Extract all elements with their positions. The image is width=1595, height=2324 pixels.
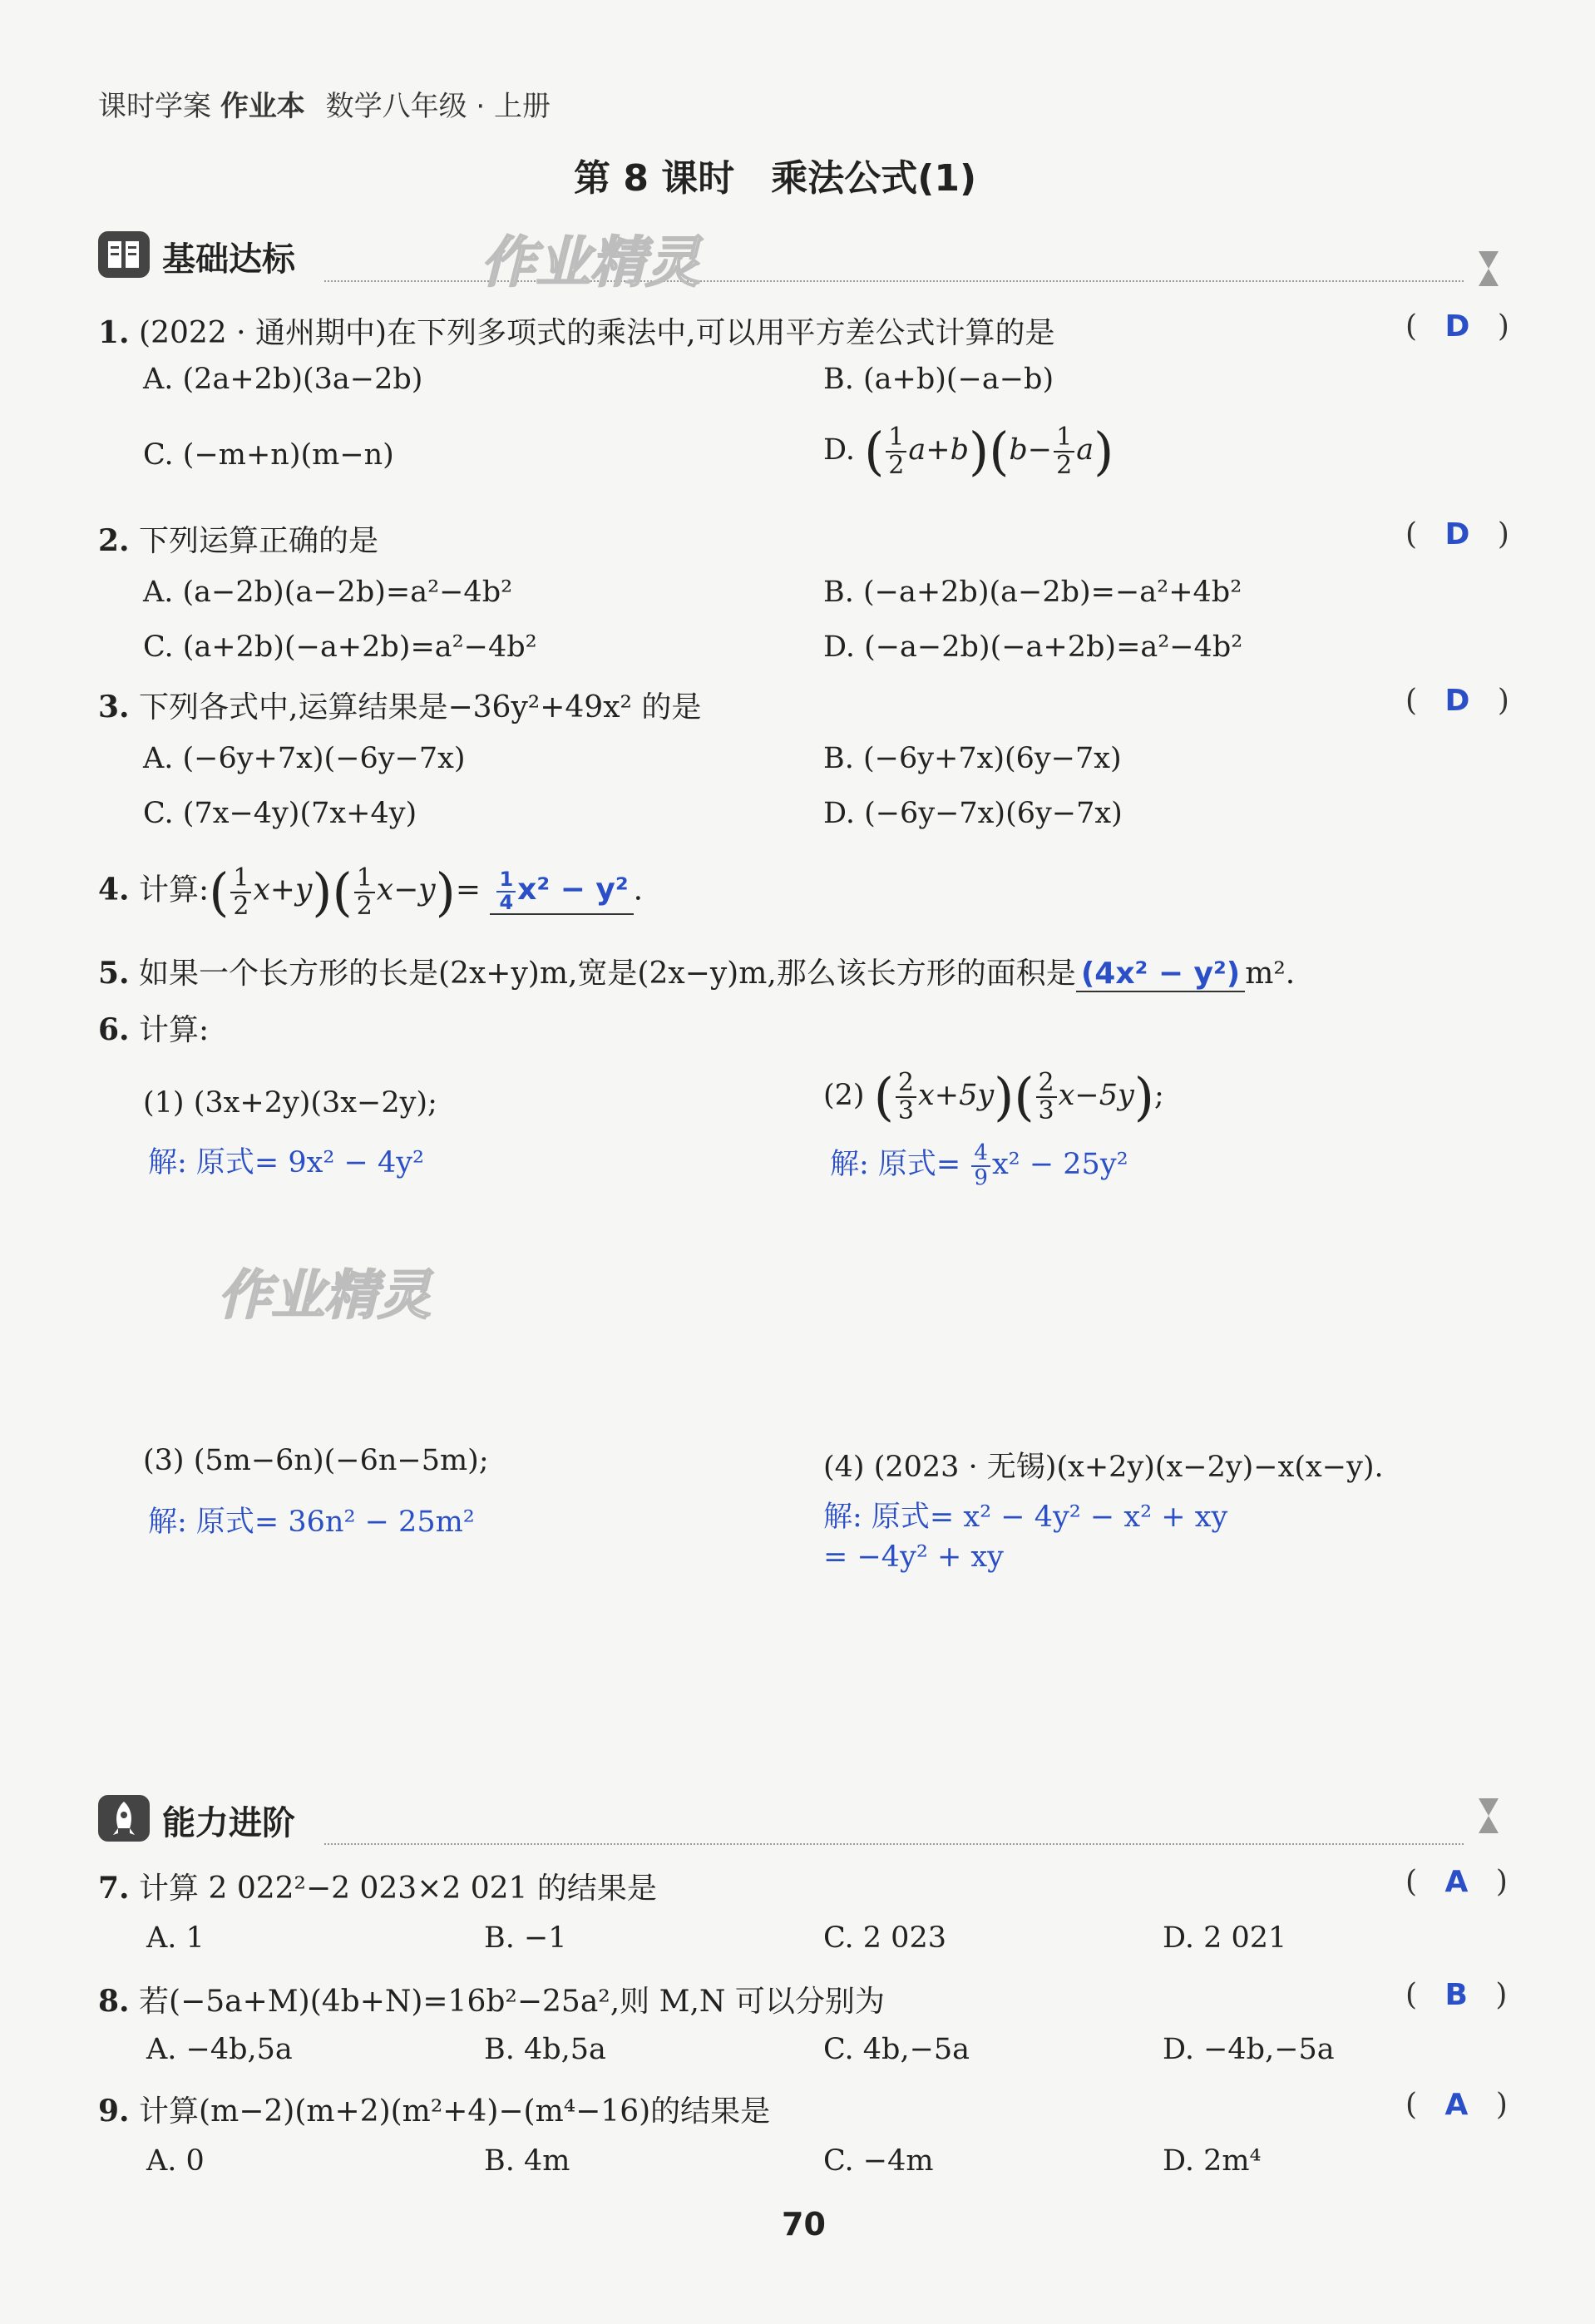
q6-solution-4-line1: 解: 原式= x² − 4y² − x² + xy <box>823 1501 1228 1534</box>
section-title-basic: 基础达标 <box>162 240 295 279</box>
q6-part-2: (2) ( $\frac{2}{3}$ x+5y)( $\frac{2}{3}$ x−5y); <box>823 1066 1164 1127</box>
question-3-stem: 3. 下列各式中,运算结果是−36y²+49x² 的是 <box>98 690 702 724</box>
answer-bracket-3: ( D ) <box>1405 684 1509 718</box>
q6-solution-2: 解: 原式= $\frac{4}{9}$ x² − 25y² <box>830 1140 1128 1190</box>
q1-option-a: A. (2a+2b)(3a−2b) <box>143 363 423 396</box>
watermark: 作业精灵 <box>218 1265 431 1327</box>
question-4: 4. 计算:( $\frac{1}{2}$ x+y)( $\frac{1}{2}$ x−y)= $\frac{1}{4}$ x² − y² . <box>98 862 644 922</box>
section-divider <box>324 1843 1464 1845</box>
answer-8: B <box>1444 1978 1468 2012</box>
q9-option-a: A. 0 <box>146 2144 205 2178</box>
q6-solution-4-line2: = −4y² + xy <box>823 1540 1004 1574</box>
question-7-stem: 7. 计算 2 022²−2 023×2 021 的结果是 <box>98 1871 657 1906</box>
q7-option-c: C. 2 023 <box>823 1921 946 1955</box>
rocket-icon <box>98 1795 150 1842</box>
hourglass-icon <box>1474 250 1504 291</box>
q2-option-b: B. (−a+2b)(a−2b)=−a²+4b² <box>823 576 1242 609</box>
q2-option-d: D. (−a−2b)(−a+2b)=a²−4b² <box>823 630 1243 664</box>
answer-3: D <box>1444 684 1470 718</box>
q8-option-a: A. −4b,5a <box>146 2033 293 2066</box>
question-9-stem: 9. 计算(m−2)(m+2)(m²+4)−(m⁴−16)的结果是 <box>98 2094 771 2129</box>
q7-option-d: D. 2 021 <box>1163 1921 1287 1955</box>
answer-bracket-7: ( A ) <box>1405 1865 1508 1899</box>
q1-option-d: D. ( $\frac{1}{2}$ a+b)(b− $\frac{1}{2}$ a) <box>823 421 1114 482</box>
q6-part-4: (4) (2023 · 无锡)(x+2y)(x−2y)−x(x−y). <box>823 1451 1384 1484</box>
q8-option-b: B. 4b,5a <box>484 2033 606 2066</box>
q8-option-d: D. −4b,−5a <box>1163 2033 1335 2066</box>
q1-option-b: B. (a+b)(−a−b) <box>823 363 1054 396</box>
q9-option-c: C. −4m <box>823 2144 934 2178</box>
answer-7: A <box>1444 1865 1469 1899</box>
q6-part-3: (3) (5m−6n)(−6n−5m); <box>143 1444 489 1477</box>
q7-option-a: A. 1 <box>146 1921 205 1955</box>
q8-option-c: C. 4b,−5a <box>823 2033 970 2066</box>
q3-option-d: D. (−6y−7x)(6y−7x) <box>823 797 1123 830</box>
q3-option-c: C. (7x−4y)(7x+4y) <box>143 797 417 830</box>
q7-option-b: B. −1 <box>484 1921 567 1955</box>
hourglass-icon <box>1474 1797 1504 1838</box>
section-title-advanced: 能力进阶 <box>162 1804 295 1842</box>
q3-option-b: B. (−6y+7x)(6y−7x) <box>823 742 1122 775</box>
q2-option-a: A. (a−2b)(a−2b)=a²−4b² <box>143 576 513 609</box>
q6-solution-3: 解: 原式= 36n² − 25m² <box>148 1506 475 1539</box>
brand-name: 课时学案 <box>98 90 211 123</box>
question-6-label: 6. 计算: <box>98 1012 210 1047</box>
q6-solution-1: 解: 原式= 9x² − 4y² <box>148 1146 425 1179</box>
page-header <box>98 83 551 124</box>
subject-label: 数学八年级 · 上册 <box>325 90 551 123</box>
q9-option-b: B. 4m <box>484 2144 570 2178</box>
answer-1: D <box>1444 309 1470 344</box>
q3-option-a: A. (−6y+7x)(−6y−7x) <box>143 742 466 775</box>
brand-name-bold: 作业本 <box>220 90 305 123</box>
question-1-stem: 1. (2022 · 通州期中)在下列多项式的乘法中,可以用平方差公式计算的是 <box>98 315 1055 350</box>
question-5: 5. 如果一个长方形的长是(2x+y)m,宽是(2x−y)m,那么该长方形的面积是 (4x² − y²) m². <box>98 956 1296 991</box>
answer-4: $\frac{1}{4}$ x² − y² <box>490 869 633 914</box>
question-8-stem: 8. 若(−5a+M)(4b+N)=16b²−25a²,则 M,N 可以分别为 <box>98 1984 885 2019</box>
q9-option-d: D. 2m⁴ <box>1163 2144 1262 2178</box>
q2-option-c: C. (a+2b)(−a+2b)=a²−4b² <box>143 630 537 664</box>
page-number: 70 <box>782 2206 826 2242</box>
answer-bracket-8: ( B ) <box>1405 1978 1508 2012</box>
answer-9: A <box>1444 2088 1469 2122</box>
answer-bracket-2: ( D ) <box>1405 517 1509 551</box>
answer-2: D <box>1444 517 1470 551</box>
question-2-stem: 2. 下列运算正确的是 <box>98 523 379 558</box>
watermark: 作业精灵 <box>481 230 700 294</box>
answer-5: (4x² − y²) <box>1076 957 1245 992</box>
q1-option-c: C. (−m+n)(m−n) <box>143 438 394 472</box>
answer-bracket-1: ( D ) <box>1405 309 1509 344</box>
q6-part-1: (1) (3x+2y)(3x−2y); <box>143 1086 437 1120</box>
book-icon <box>98 231 150 278</box>
answer-bracket-9: ( A ) <box>1405 2088 1508 2122</box>
lesson-title: 第 8 课时 乘法公式(1) <box>574 157 977 200</box>
